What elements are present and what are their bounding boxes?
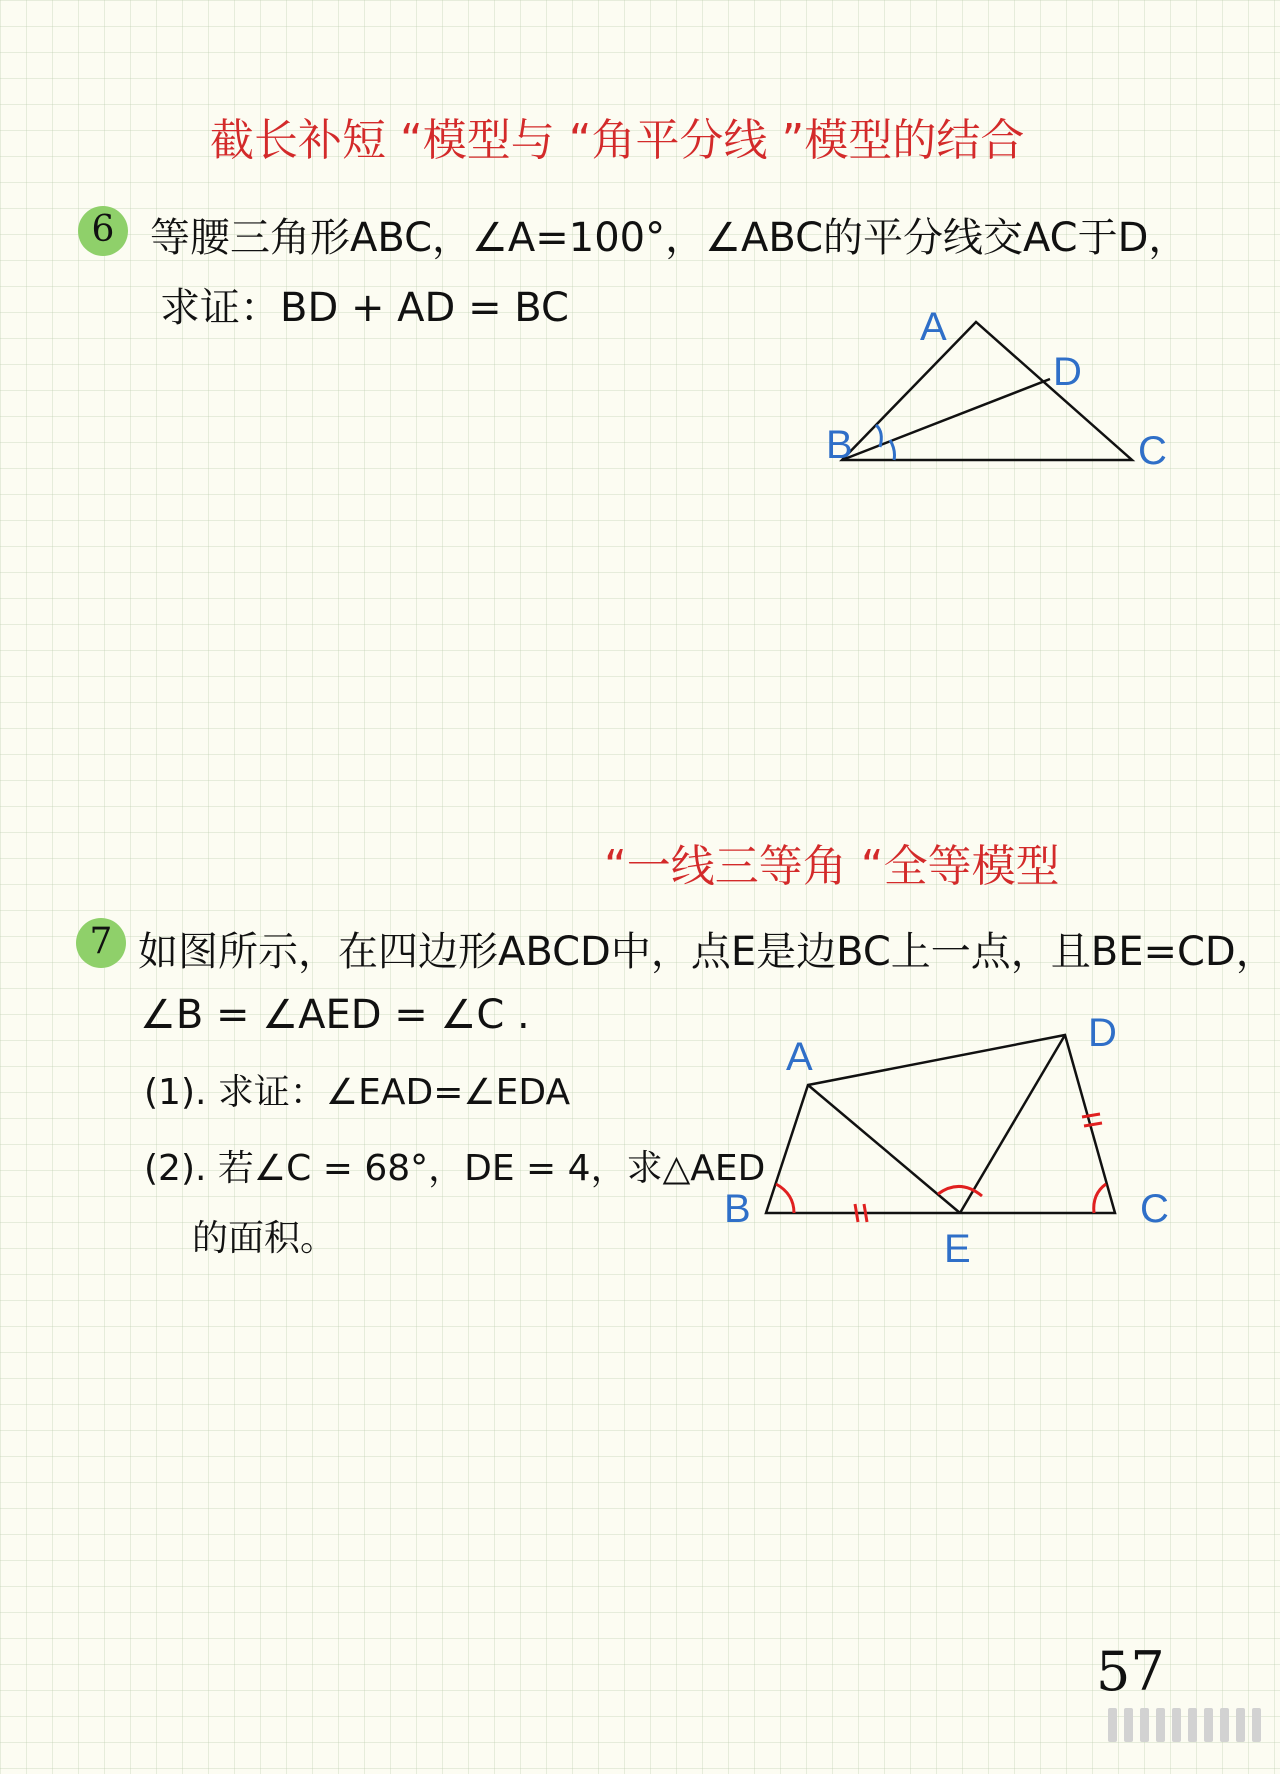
section-title-2: “一线三等角 “全等模型 xyxy=(604,841,1060,892)
angle-mark-c xyxy=(1094,1184,1106,1213)
problem-number-6: 6 xyxy=(91,208,115,250)
point-label-a: A xyxy=(786,1035,813,1079)
page-number: 57 xyxy=(1096,1640,1165,1703)
segment-ae xyxy=(808,1085,960,1213)
section-title-1: 截长补短 “模型与 “角平分线 ”模型的结合 xyxy=(210,115,1025,166)
footer-decoration xyxy=(1108,1708,1261,1742)
angle-mark-abd xyxy=(876,425,881,447)
segment-de xyxy=(960,1035,1065,1213)
problem-6-statement-line-2: 求证：BD + AD = BC xyxy=(160,285,569,331)
problem-7-statement-line-2: ∠B = ∠AED = ∠C . xyxy=(140,992,530,1038)
angle-mark-b xyxy=(776,1184,794,1213)
problem-6-statement-line-1: 等腰三角形ABC，∠A=100°，∠ABC的平分线交AC于D， xyxy=(150,215,1189,261)
point-label-b: B xyxy=(826,423,853,467)
problem-7-part-1: (1). 求证：∠EAD=∠EDA xyxy=(144,1072,571,1113)
triangle-abc-outline xyxy=(842,322,1132,460)
figure-triangle-abc xyxy=(800,300,1200,480)
tick-mark-be-2 xyxy=(864,1204,867,1222)
point-label-c: C xyxy=(1138,429,1167,473)
tick-mark-be-1 xyxy=(855,1204,858,1222)
problem-number-7: 7 xyxy=(89,920,113,962)
point-label-b: B xyxy=(724,1187,751,1231)
problem-number-badge-6 xyxy=(78,206,128,256)
problem-7-part-2-continued: 的面积。 xyxy=(192,1218,337,1259)
point-label-d: D xyxy=(1053,350,1082,394)
problem-number-badge-7 xyxy=(76,918,126,968)
point-label-c: C xyxy=(1140,1187,1169,1231)
figure-quadrilateral-abcd xyxy=(710,1000,1190,1270)
point-label-d: D xyxy=(1088,1011,1117,1055)
point-label-a: A xyxy=(920,305,947,349)
tick-mark-cd-2 xyxy=(1084,1123,1102,1126)
problem-7-part-2: (2). 若∠C = 68°，DE = 4，求△AED xyxy=(144,1148,766,1189)
angle-mark-dbc xyxy=(890,440,895,460)
quadrilateral-abcd-outline xyxy=(766,1035,1115,1213)
point-label-e: E xyxy=(944,1227,971,1270)
angle-bisector-bd xyxy=(842,379,1050,460)
tick-mark-cd-1 xyxy=(1082,1114,1100,1117)
problem-7-statement-line-1: 如图所示，在四边形ABCD中，点E是边BC上一点，且BE=CD， xyxy=(138,929,1276,975)
